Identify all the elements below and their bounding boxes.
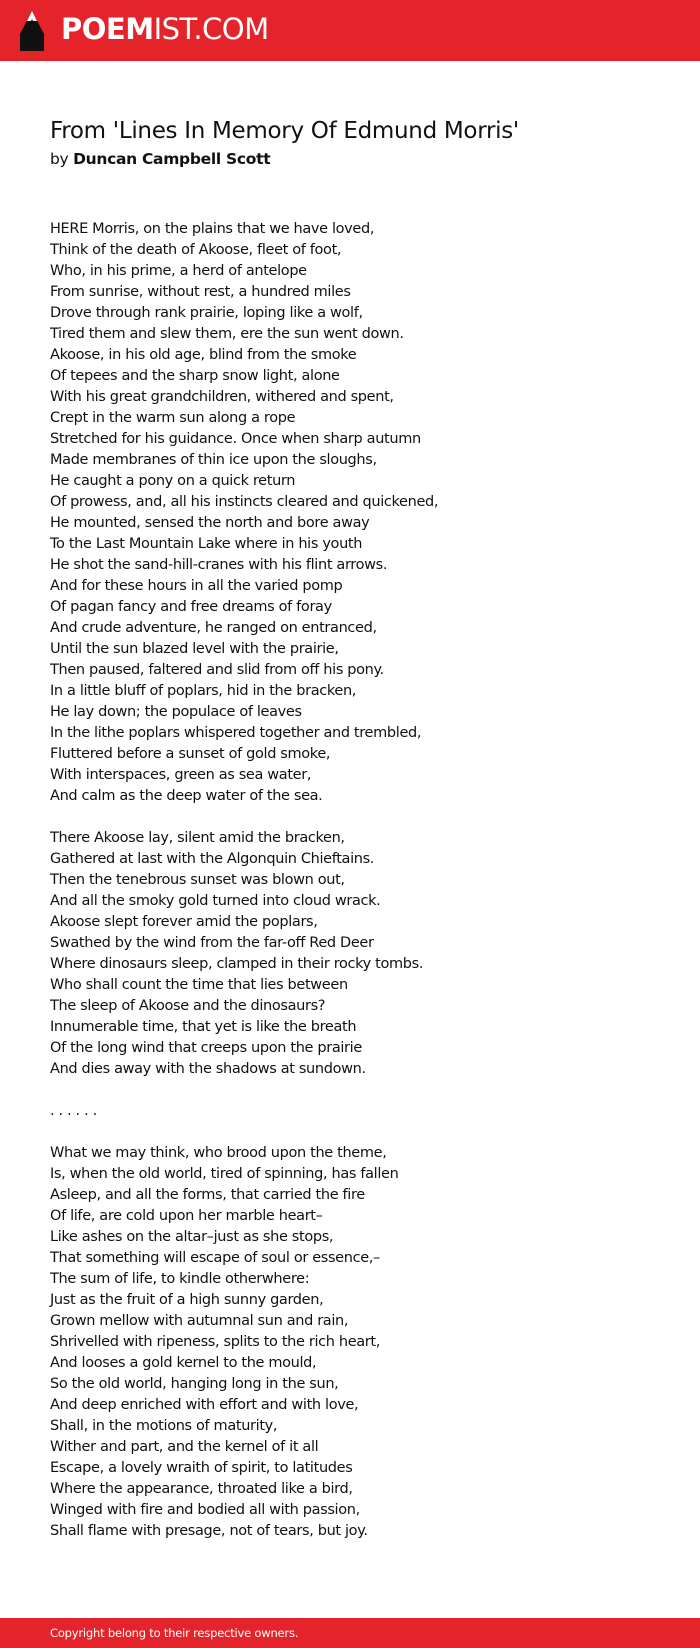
poem-line: Until the sun blazed level with the prairie, (50, 641, 339, 657)
poem-line: That something will escape of soul or essence,– (50, 1250, 380, 1266)
poem-line: He shot the sand-hill-cranes with his flint arrows. (50, 557, 388, 573)
poem-line: Then the tenebrous sunset was blown out, (50, 872, 345, 888)
poem-line: In the lithe poplars whispered together and trembled, (50, 725, 422, 741)
poem-line: Like ashes on the altar–just as she stops, (50, 1229, 334, 1245)
poem-line: Akoose slept forever amid the poplars, (50, 914, 318, 930)
poem-line: There Akoose lay, silent amid the bracken, (50, 830, 345, 846)
poem-line: With his great grandchildren, withered and spent, (50, 389, 394, 405)
brand-bold: POEM (61, 12, 154, 46)
poem-line: . . . . . . (50, 1103, 97, 1119)
poem-line: Escape, a lovely wraith of spirit, to latitudes (50, 1460, 353, 1476)
poem-line: The sum of life, to kindle otherwhere: (50, 1271, 310, 1287)
poem-line: He lay down; the populace of leaves (50, 704, 302, 720)
poem-line: Where dinosaurs sleep, clamped in their rocky tombs. (50, 956, 424, 972)
poem-stanza (50, 1143, 670, 1542)
site-logo-text[interactable] (61, 11, 269, 47)
poem-line: And deep enriched with effort and with love, (50, 1397, 359, 1413)
poem-line: In a little bluff of poplars, hid in the bracken, (50, 683, 357, 699)
poem-line: Of the long wind that creeps upon the prairie (50, 1040, 362, 1056)
poem-line: Shrivelled with ripeness, splits to the rich heart, (50, 1334, 381, 1350)
poem-line: Gathered at last with the Algonquin Chieftains. (50, 851, 375, 867)
site-header (0, 0, 700, 61)
poem-line: Of pagan fancy and free dreams of foray (50, 599, 332, 615)
poem-line: Is, when the old world, tired of spinning, has fallen (50, 1166, 399, 1182)
poem-body (50, 219, 670, 1563)
poem-line: Of prowess, and, all his instincts cleared and quickened, (50, 494, 439, 510)
poem-line: Swathed by the wind from the far-off Red Deer (50, 935, 374, 951)
poem-line: Made membranes of thin ice upon the sloughs, (50, 452, 377, 468)
site-footer (0, 1618, 700, 1648)
poem-line: What we may think, who brood upon the theme, (50, 1145, 387, 1161)
poem-line: Where the appearance, throated like a bird, (50, 1481, 353, 1497)
by-label: by (50, 150, 69, 168)
poem-line: Akoose, in his old age, blind from the smoke (50, 347, 357, 363)
byline (50, 148, 270, 170)
poem-line: Drove through rank prairie, loping like a wolf, (50, 305, 363, 321)
poem-line: Just as the fruit of a high sunny garden, (50, 1292, 324, 1308)
poem-line: Think of the death of Akoose, fleet of foot, (50, 242, 342, 258)
poem-line: Tired them and slew them, ere the sun went down. (50, 326, 404, 342)
poem-line: HERE Morris, on the plains that we have loved, (50, 221, 375, 237)
poem-line: Asleep, and all the forms, that carried the fire (50, 1187, 365, 1203)
brand-light: IST.COM (153, 12, 269, 46)
poem-line: Wither and part, and the kernel of it all (50, 1439, 319, 1455)
poem-line: And looses a gold kernel to the mould, (50, 1355, 317, 1371)
poem-line: Stretched for his guidance. Once when sharp autumn (50, 431, 421, 447)
poem-line: He mounted, sensed the north and bore away (50, 515, 370, 531)
poem-line: And all the smoky gold turned into cloud wrack. (50, 893, 381, 909)
poem-title: From 'Lines In Memory Of Edmund Morris' (50, 118, 519, 144)
poem-line: Then paused, faltered and slid from off his pony. (50, 662, 384, 678)
poem-line: Winged with fire and bodied all with passion, (50, 1502, 360, 1518)
poem-stanza (50, 828, 670, 1080)
poem-line: So the old world, hanging long in the sun, (50, 1376, 339, 1392)
poem-line: Fluttered before a sunset of gold smoke, (50, 746, 331, 762)
poem-line: He caught a pony on a quick return (50, 473, 296, 489)
poem-line: With interspaces, green as sea water, (50, 767, 312, 783)
poem-stanza (50, 219, 670, 807)
poem-line: And for these hours in all the varied pomp (50, 578, 343, 594)
poem-line: Innumerable time, that yet is like the breath (50, 1019, 357, 1035)
poem-line: Grown mellow with autumnal sun and rain, (50, 1313, 349, 1329)
poem-line: Shall flame with presage, not of tears, but joy. (50, 1523, 368, 1539)
poem-line: And calm as the deep water of the sea. (50, 788, 323, 804)
copyright-text: Copyright belong to their respective owners. (50, 1626, 299, 1640)
poem-line: Crept in the warm sun along a rope (50, 410, 296, 426)
poem-line: The sleep of Akoose and the dinosaurs? (50, 998, 326, 1014)
poem-line: To the Last Mountain Lake where in his youth (50, 536, 363, 552)
poem-line: Of life, are cold upon her marble heart– (50, 1208, 323, 1224)
poem-line: Shall, in the motions of maturity, (50, 1418, 278, 1434)
poem-stanza (50, 1101, 670, 1122)
poem-line: Of tepees and the sharp snow light, alone (50, 368, 340, 384)
pencil-tip-icon[interactable] (17, 10, 47, 52)
poem-line: Who, in his prime, a herd of antelope (50, 263, 307, 279)
poem-line: Who shall count the time that lies between (50, 977, 348, 993)
poem-line: And crude adventure, he ranged on entranced, (50, 620, 377, 636)
author-name: Duncan Campbell Scott (73, 150, 271, 168)
poem-line: And dies away with the shadows at sundown. (50, 1061, 366, 1077)
poem-line: From sunrise, without rest, a hundred miles (50, 284, 351, 300)
